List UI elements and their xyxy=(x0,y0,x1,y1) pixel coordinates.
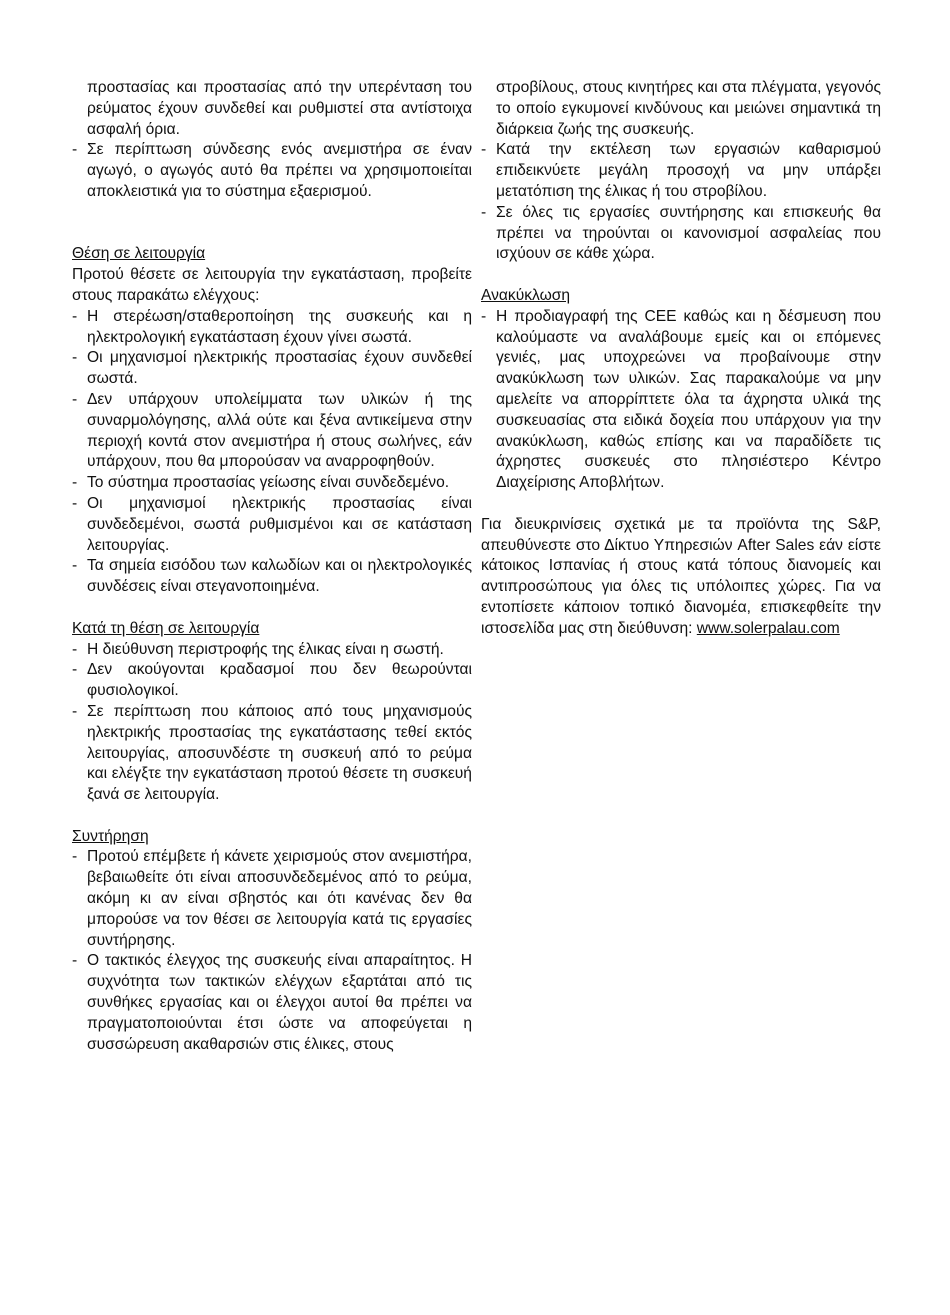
contact-paragraph xyxy=(481,515,881,640)
continuation-text: προστασίας και προστασίας από την υπερένταση του ρεύματος έχουν συνδεθεί και ρυθμιστεί στα αντίστοιχα ασφαλή όρια. xyxy=(87,79,472,138)
startup-intro: Προτού θέσετε σε λειτουργία την εγκατάσταση, προβείτε στους παρακάτω ελέγχους: xyxy=(72,266,472,304)
list-item: - Οι μηχανισμοί ηλεκτρικής προστασίας έχουν συνδεθεί σωστά. xyxy=(72,348,472,390)
section-title-maintenance: Συντήρηση xyxy=(72,827,149,845)
maintenance-list-continued xyxy=(481,140,881,265)
maintenance-list xyxy=(72,847,472,1055)
list-item: - Σε όλες τις εργασίες συντήρησης και επισκευής θα πρέπει να τηρούνται οι κανονισμοί ασφαλείας που ισχύουν σε κάθε χώρα. xyxy=(481,203,881,265)
website-link[interactable]: www.solerpalau.com xyxy=(696,619,840,637)
section-title-startup: Θέση σε λειτουργία xyxy=(72,245,206,263)
list-item: - Η διεύθυνση περιστροφής της έλικας είναι η σωστή. xyxy=(72,640,472,661)
list-item: - Οι μηχανισμοί ηλεκτρικής προστασίας είναι συνδεδεμένοι, σωστά ρυθμισμένοι και σε κατάσταση λειτουργίας. xyxy=(72,494,472,556)
list-item: - Κατά την εκτέλεση των εργασιών καθαρισμού επιδεικνύετε μεγάλη προσοχή να μην υπάρξει μετατόπιση της έλικας ή του στροβίλου. xyxy=(481,140,881,202)
maintenance-continuation: στροβίλους, στους κινητήρες και στα πλέγματα, γεγονός το οποίο εγκυμονεί κινδύνους και μειώνει σημαντικά τη διάρκεια ζωής της συσκευής. xyxy=(496,79,882,138)
list-item: - Η στερέωση/σταθεροποίηση της συσκευής και η ηλεκτρολογική εγκατάσταση έχουν γίνει σωστά. xyxy=(72,307,472,349)
list-item: - Σε περίπτωση που κάποιος από τους μηχανισμούς ηλεκτρικής προστασίας της εγκατάστασης τεθεί εκτός λειτουργίας, αποσυνδέστε τη συσκευή από το ρεύμα και ελέγξτε την εγκατάσταση προτού θέσετε τη συσκευή ξανά σε λειτουργία. xyxy=(72,702,472,806)
list-item: - Ο τακτικός έλεγχος της συσκευής είναι απαραίτητος. Η συχνότητα των τακτικών ελέγχων εξαρτάται από τις συνθήκες εργασίας και οι έλεγχοι αυτοί θα πρέπει να πραγματοποιούνται έτσι ώστε να αποφεύγεται η συσσώρευση ακαθαρσιών στις έλικες, στους xyxy=(72,951,472,1055)
list-item: - Δεν ακούγονται κραδασμοί που δεν θεωρούνται φυσιολογικοί. xyxy=(72,660,472,702)
right-column xyxy=(481,78,881,640)
continuation-bullets xyxy=(72,140,472,202)
list-item: - Σε περίπτωση σύνδεσης ενός ανεμιστήρα σε έναν αγωγό, ο αγωγός αυτό θα πρέπει να χρησιμοποιείται αποκλειστικά για το σύστημα εξαερισμού. xyxy=(72,140,472,202)
list-item: - Η προδιαγραφή της CEE καθώς και η δέσμευση που καλούμαστε να αναλάβουμε εμείς και οι επόμενες γενιές, μας υποχρεώνει να προβαίνουμε στην ανακύκλωση των υλικών. Σας παρακαλούμε να μην αμελείτε να απορρίπτετε όλα τα άχρηστα υλικά της συσκευασίας στα ειδικά δοχεία που υπάρχουν για την ανακύκλωση, καθώς επίσης και να παραδίδετε τις άχρηστες συσκευές στο πλησιέστερο Κέντρο Διαχείρισης Αποβλήτων. xyxy=(481,307,881,494)
section-title-recycling: Ανακύκλωση xyxy=(481,286,571,304)
list-item: - Δεν υπάρχουν υπολείμματα των υλικών ή της συναρμολόγησης, αλλά ούτε και ξένα αντικείμενα στην περιοχή κοντά στον ανεμιστήρα ή στους σωλήνες, εάν υπάρχουν, που θα μπορούσαν να αναρροφηθούν. xyxy=(72,390,472,473)
startup-checklist xyxy=(72,307,472,598)
list-item: - Προτού επέμβετε ή κάνετε χειρισμούς στον ανεμιστήρα, βεβαιωθείτε ότι είναι αποσυνδεδεμένος από το ρεύμα, ακόμη κι αν είναι σβηστός και ότι κανένας δεν θα μπορούσε να τον θέσει σε λειτουργία κατά τις εργασίες συντήρησης. xyxy=(72,847,472,951)
section-title-during-operation: Κατά τη θέση σε λειτουργία xyxy=(72,619,260,637)
contact-text: Για διευκρινίσεις σχετικά με τα προϊόντα της S&P, απευθύνεστε στο Δίκτυο Υπηρεσιών After Sales εάν είστε κάτοικος Ισπανίας ή στους κατά τόπους διανομείς και αντιπροσώπους για όλες τις υπόλοιπες χώρες. Για να εντοπίσετε κάποιον τοπικό διανομέα, επισκεφθείτε την ιστοσελίδα μας στη διεύθυνση: xyxy=(481,515,881,637)
left-column xyxy=(72,78,472,1055)
during-operation-checklist xyxy=(72,640,472,806)
recycling-list xyxy=(481,307,881,494)
list-item: - Το σύστημα προστασίας γείωσης είναι συνδεδεμένο. xyxy=(72,473,472,494)
list-item: - Τα σημεία εισόδου των καλωδίων και οι ηλεκτρολογικές συνδέσεις είναι στεγανοποιημένα. xyxy=(72,556,472,598)
